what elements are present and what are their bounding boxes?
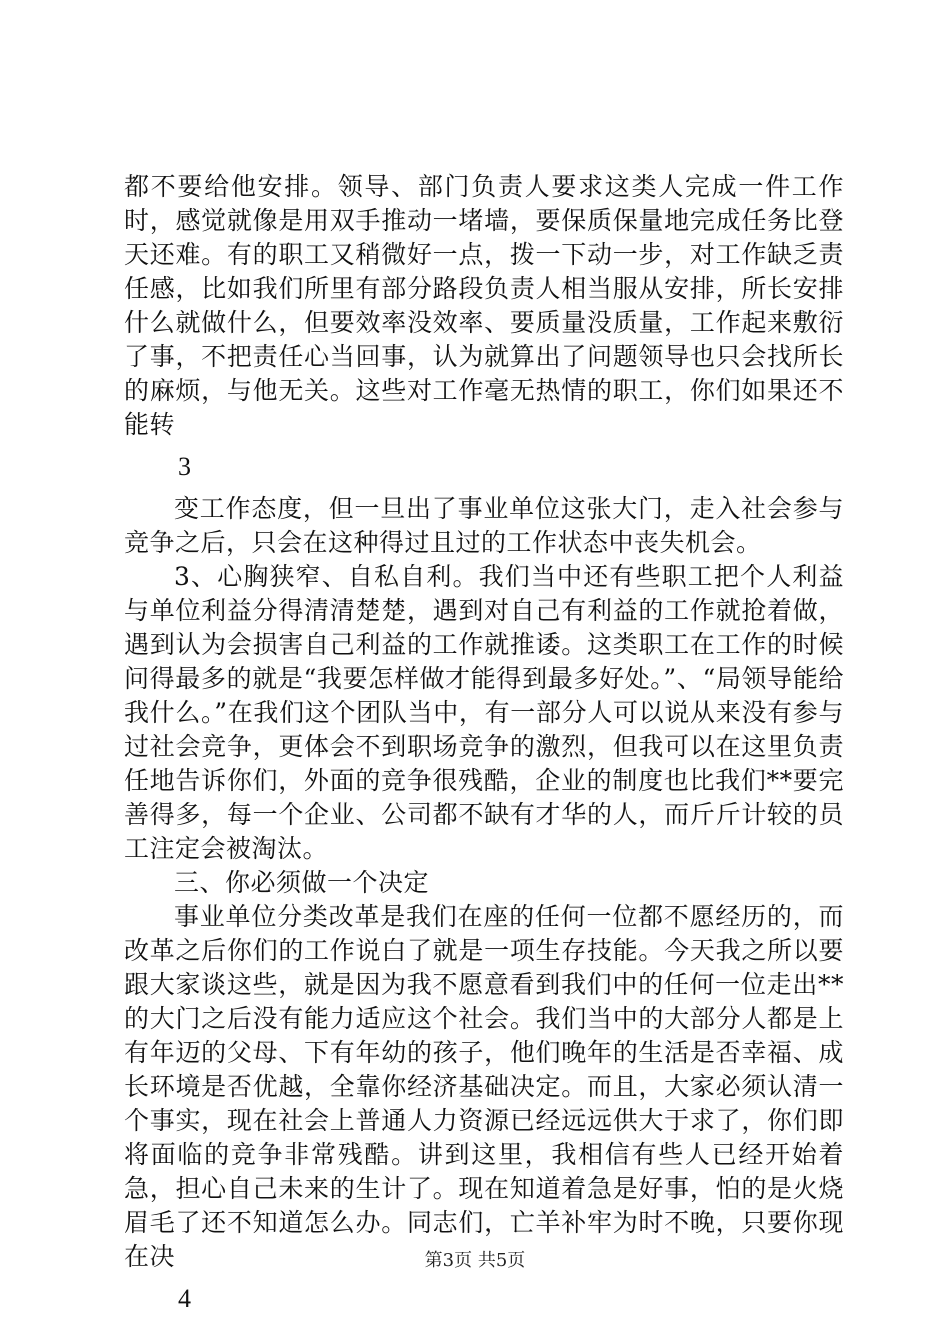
paragraph-3: 3、心胸狭窄、自私自利。我们当中还有些职工把个人利益与单位利益分得清清楚楚，遇到对自己有利益的工作就抢着做，遇到认为会损害自己利益的工作就推诿。这类职工在工作的时候问得最多的就是“我要怎样做才能得到最多好处。”、“局领导能给我什么。”在我们这个团队当中，有一部分人可以说从来没有参与过社会竞争，更体会不到职场竞争的激烈，但我可以在这里负责任地告诉你们，外面的竞争很残酷，企业的制度也比我们**要完善得多，每一个企业、公司都不缺有才华的人，而斤斤计较的员工注定会被淘汰。 [124, 562, 844, 863]
inline-page-number: 3 [178, 452, 192, 481]
paragraph-2: 变工作态度，但一旦出了事业单位这张大门，走入社会参与竞争之后，只会在这种得过且过的工作状态中丧失机会。 [124, 494, 844, 557]
paragraph-1: 都不要给他安排。领导、部门负责人要求这类人完成一件工作时，感觉就像是用双手推动一堵墙，要保质保量地完成任务比登天还难。有的职工又稍微好一点，拨一下动一步，对工作缺乏责任感，比如我们所里有部分路段负责人相当服从安排，所长安排什么就做什么，但要效率没效率、要质量没质量，工作起来敷衍了事，不把责任心当回事，认为就算出了问题领导也只会找所长的麻烦，与他无关。这些对工作毫无热情的职工，你们如果还不能转 [124, 172, 844, 439]
section-heading: 三、你必须做一个决定 [174, 868, 430, 897]
paragraph-4: 事业单位分类改革是我们在座的任何一位都不愿经历的，而改革之后你们的工作说白了就是一项生存技能。今天我之所以要跟大家谈这些，就是因为我不愿意看到我们中的任何一位走出**的大门之后没有能力适应这个社会。我们当中的大部分人都是上有年迈的父母、下有年幼的孩子，他们晚年的生活是否幸福、成长环境是否优越，全靠你经济基础决定。而且，大家必须认清一个事实，现在社会上普通人力资源已经远远供大于求了，你们即将面临的竞争非常残酷。讲到这里，我相信有些人已经开始着急，担心自己未来的生计了。现在知道着急是好事，怕的是火烧眉毛了还不知道怎么办。同志们，亡羊补牢为时不晚，只要你现在决 [124, 902, 844, 1271]
inline-page-number: 4 [178, 1284, 192, 1313]
page-footer: 第3页 共5页 [424, 1250, 526, 1271]
document-body [124, 170, 844, 1324]
